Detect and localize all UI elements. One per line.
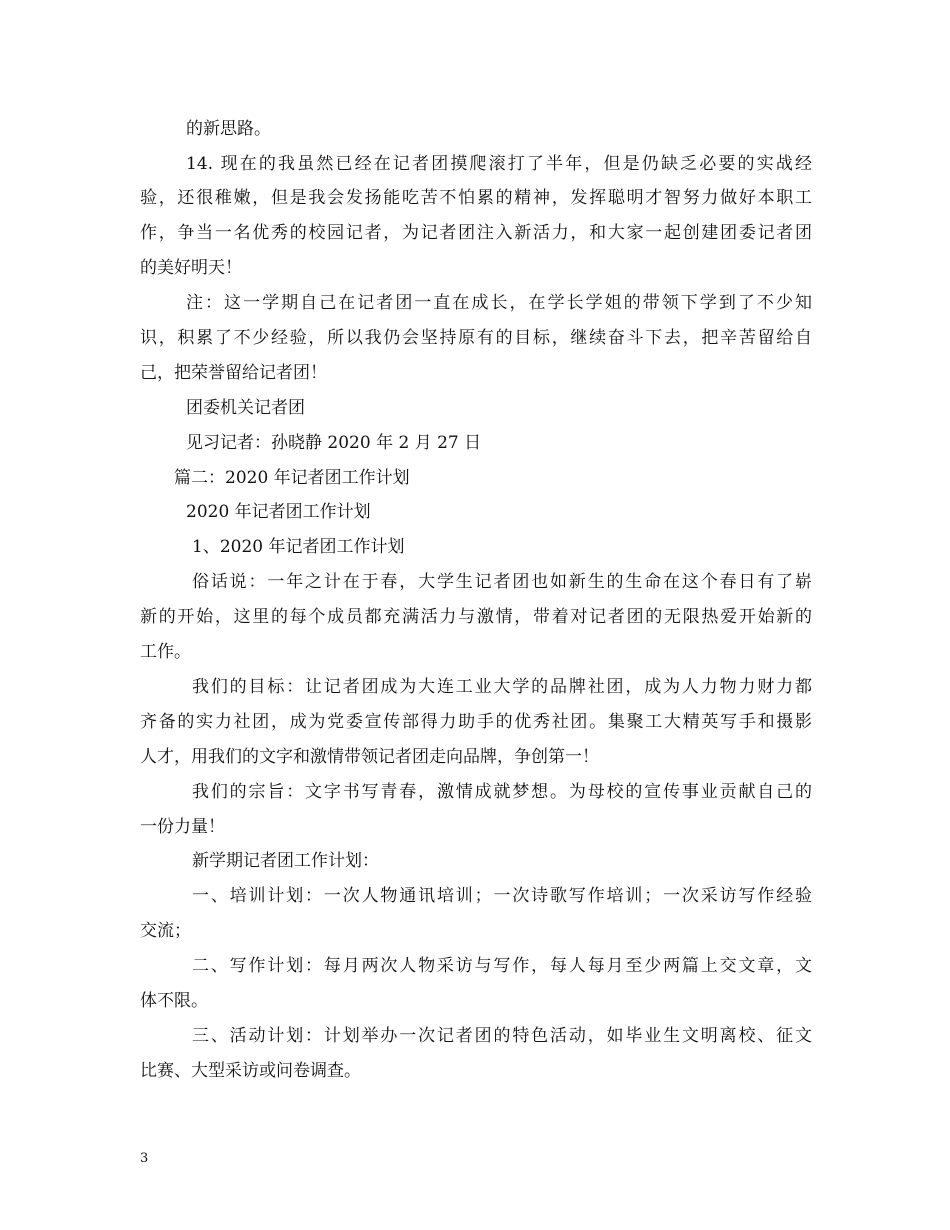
- text-line: 交流；: [140, 921, 191, 941]
- text-line: 的美好明天！: [140, 258, 242, 278]
- text-line: 的新思路。: [186, 119, 271, 139]
- text-line: 比赛、大型采访或问卷调查。: [140, 1061, 361, 1081]
- text-line: 14. 现在的我虽然已经在记者团摸爬滚打了半年，但是仍缺乏必要的实战经: [186, 154, 812, 174]
- text-line: 新的开始，这里的每个成员都充满活力与激情，带着对记者团的无限热爱开始新的: [140, 607, 812, 627]
- text-line: 我们的目标：让记者团成为大连工业大学的品牌社团，成为人力物力财力都: [192, 677, 812, 697]
- text-line: 一、培训计划：一次人物通讯培训；一次诗歌写作培训；一次采访写作经验: [192, 886, 812, 906]
- text-line: 我们的宗旨：文字书写青春，激情成就梦想。为母校的宣传事业贡献自己的: [192, 782, 812, 802]
- page-number: 3: [140, 1151, 149, 1166]
- text-line: 2020 年记者团工作计划: [186, 502, 371, 522]
- text-line: 见习记者：孙晓静 2020 年 2 月 27 日: [186, 433, 482, 453]
- text-line: 一份力量！: [140, 817, 225, 837]
- text-line: 作，争当一名优秀的校园记者，为记者团注入新活力，和大家一起创建团委记者团: [140, 223, 812, 243]
- text-line: 人才，用我们的文字和激情带领记者团走向品牌，争创第一！: [140, 747, 599, 767]
- text-line: 新学期记者团工作计划：: [192, 851, 379, 871]
- text-line: 三、活动计划：计划举办一次记者团的特色活动，如毕业生文明离校、征文: [192, 1026, 812, 1046]
- text-line: 团委机关记者团: [186, 398, 305, 418]
- text-line: 识，积累了不少经验，所以我仍会坚持原有的目标，继续奋斗下去，把辛苦留给自: [140, 328, 812, 348]
- text-line: 己，把荣誉留给记者团！: [140, 363, 327, 383]
- text-line: 工作。: [140, 642, 191, 662]
- text-line: 齐备的实力社团，成为党委宣传部得力助手的优秀社团。集聚工大精英写手和摄影: [140, 712, 812, 732]
- text-line: 验，还很稚嫩，但是我会发扬能吃苦不怕累的精神，发挥聪明才智努力做好本职工: [140, 188, 812, 208]
- text-line: 俗话说：一年之计在于春，大学生记者团也如新生的生命在这个春日有了崭: [192, 572, 812, 592]
- text-line: 1、2020 年记者团工作计划: [192, 537, 405, 557]
- text-line: 二、写作计划：每月两次人物采访与写作，每人每月至少两篇上交文章，文: [192, 956, 812, 976]
- text-line: 体不限。: [140, 991, 208, 1011]
- text-line: 篇二：2020 年记者团工作计划: [174, 468, 410, 488]
- text-line: 注：这一学期自己在记者团一直在成长，在学长学姐的带领下学到了不少知: [186, 293, 812, 313]
